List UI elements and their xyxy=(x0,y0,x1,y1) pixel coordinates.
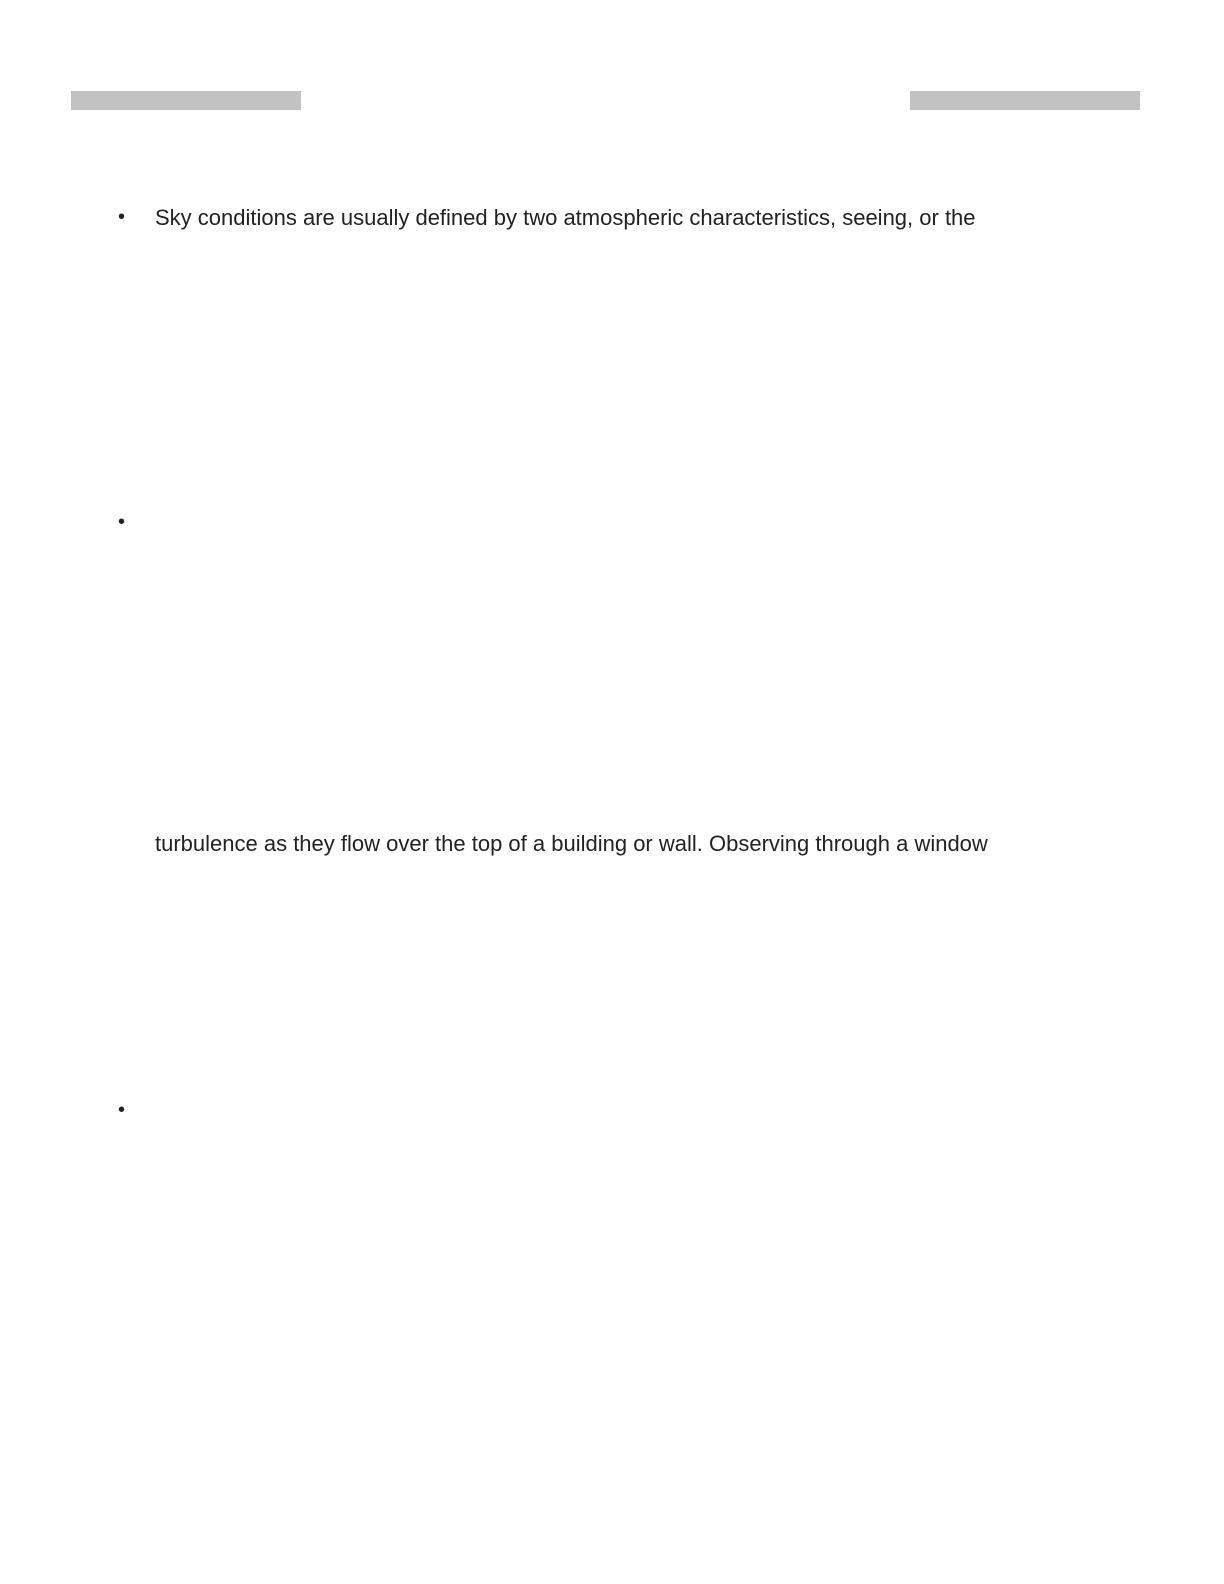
paragraph-line-2: turbulence as they flow over the top of a building or wall. Observing through a window xyxy=(155,831,988,856)
bullet-1: • xyxy=(118,206,126,228)
bullet-2: • xyxy=(118,511,126,533)
bullet-3: • xyxy=(118,1099,126,1121)
paragraph-line-1: Sky conditions are usually defined by two atmospheric characteristics, seeing, or the xyxy=(155,205,976,230)
header-left-redaction xyxy=(71,91,301,110)
header-right-redaction xyxy=(910,91,1140,110)
